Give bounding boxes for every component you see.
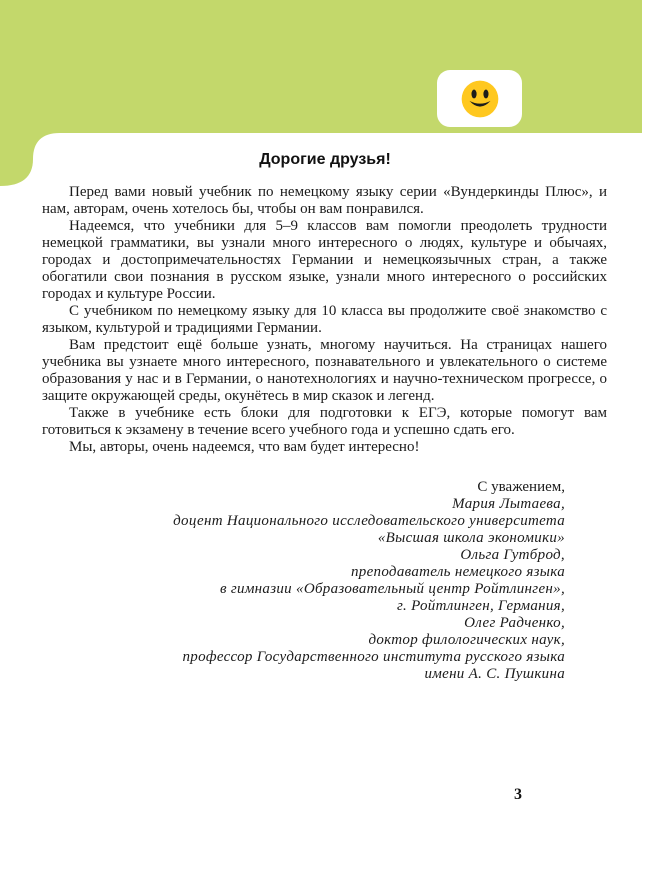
paragraph-3: С учебником по немецкому языку для 10 класса вы продолжите своё знакомство с языком, культурой и традициями Германии. bbox=[42, 303, 607, 336]
signature-author-role: профессор Государственного института русского языка bbox=[182, 649, 565, 665]
signature-author-role: «Высшая школа экономики» bbox=[377, 530, 565, 546]
signature-author-name: Мария Лытаева, bbox=[452, 496, 565, 512]
signature-author-name: Ольга Гутброд, bbox=[460, 547, 565, 563]
paragraph-6: Мы, авторы, очень надеемся, что вам будет интересно! bbox=[69, 439, 420, 455]
signature-author-role: преподаватель немецкого языка bbox=[350, 564, 565, 580]
signature-author-role: имени А. С. Пушкина bbox=[424, 666, 565, 682]
paragraph-2: Надеемся, что учебники для 5–9 классов вам помогли преодолеть трудности немецкой грамматики, вы узнали много интересного о людях, культуре и обычаях, городах и достопримечательностях Германии и немецкоязычных стран, а также обогатили свои познания в русском языке, узнали много интересного о российских городах и культуре России. bbox=[42, 218, 607, 302]
page-number: 3 bbox=[514, 786, 522, 803]
paragraph-5: Также в учебнике есть блоки для подготовки к ЕГЭ, которые помогут вам готовиться к экзамену в течение всего учебного года и успешно сдать его. bbox=[42, 405, 607, 438]
paragraph-1: Перед вами новый учебник по немецкому языку серии «Вундеркинды Плюс», и нам, авторам, очень хотелось бы, чтобы он вам понравился. bbox=[42, 184, 607, 217]
paragraph-4: Вам предстоит ещё больше узнать, многому научиться. На страницах нашего учебника вы узнаете много интересного, познавательного и увлекательного о системе образования у нас и в Германии, о нанотехнологиях и научно-техническом прогрессе, о защите окружающей среды, окунётесь в мир сказок и легенд. bbox=[42, 337, 607, 404]
signature-block bbox=[42, 479, 565, 683]
signature-author-role: доцент Национального исследовательского университета bbox=[173, 513, 565, 529]
signature-author-role: доктор филологических наук, bbox=[368, 632, 565, 648]
body-text bbox=[42, 184, 607, 456]
signature-author-name: Олег Радченко, bbox=[464, 615, 565, 631]
page-title: Дорогие друзья! bbox=[259, 151, 391, 168]
signature-author-role: г. Ройтлинген, Германия, bbox=[397, 598, 565, 614]
signature-author-role: в гимназии «Образовательный центр Ройтлинген», bbox=[220, 581, 565, 597]
signature-salutation: С уважением, bbox=[477, 479, 565, 495]
